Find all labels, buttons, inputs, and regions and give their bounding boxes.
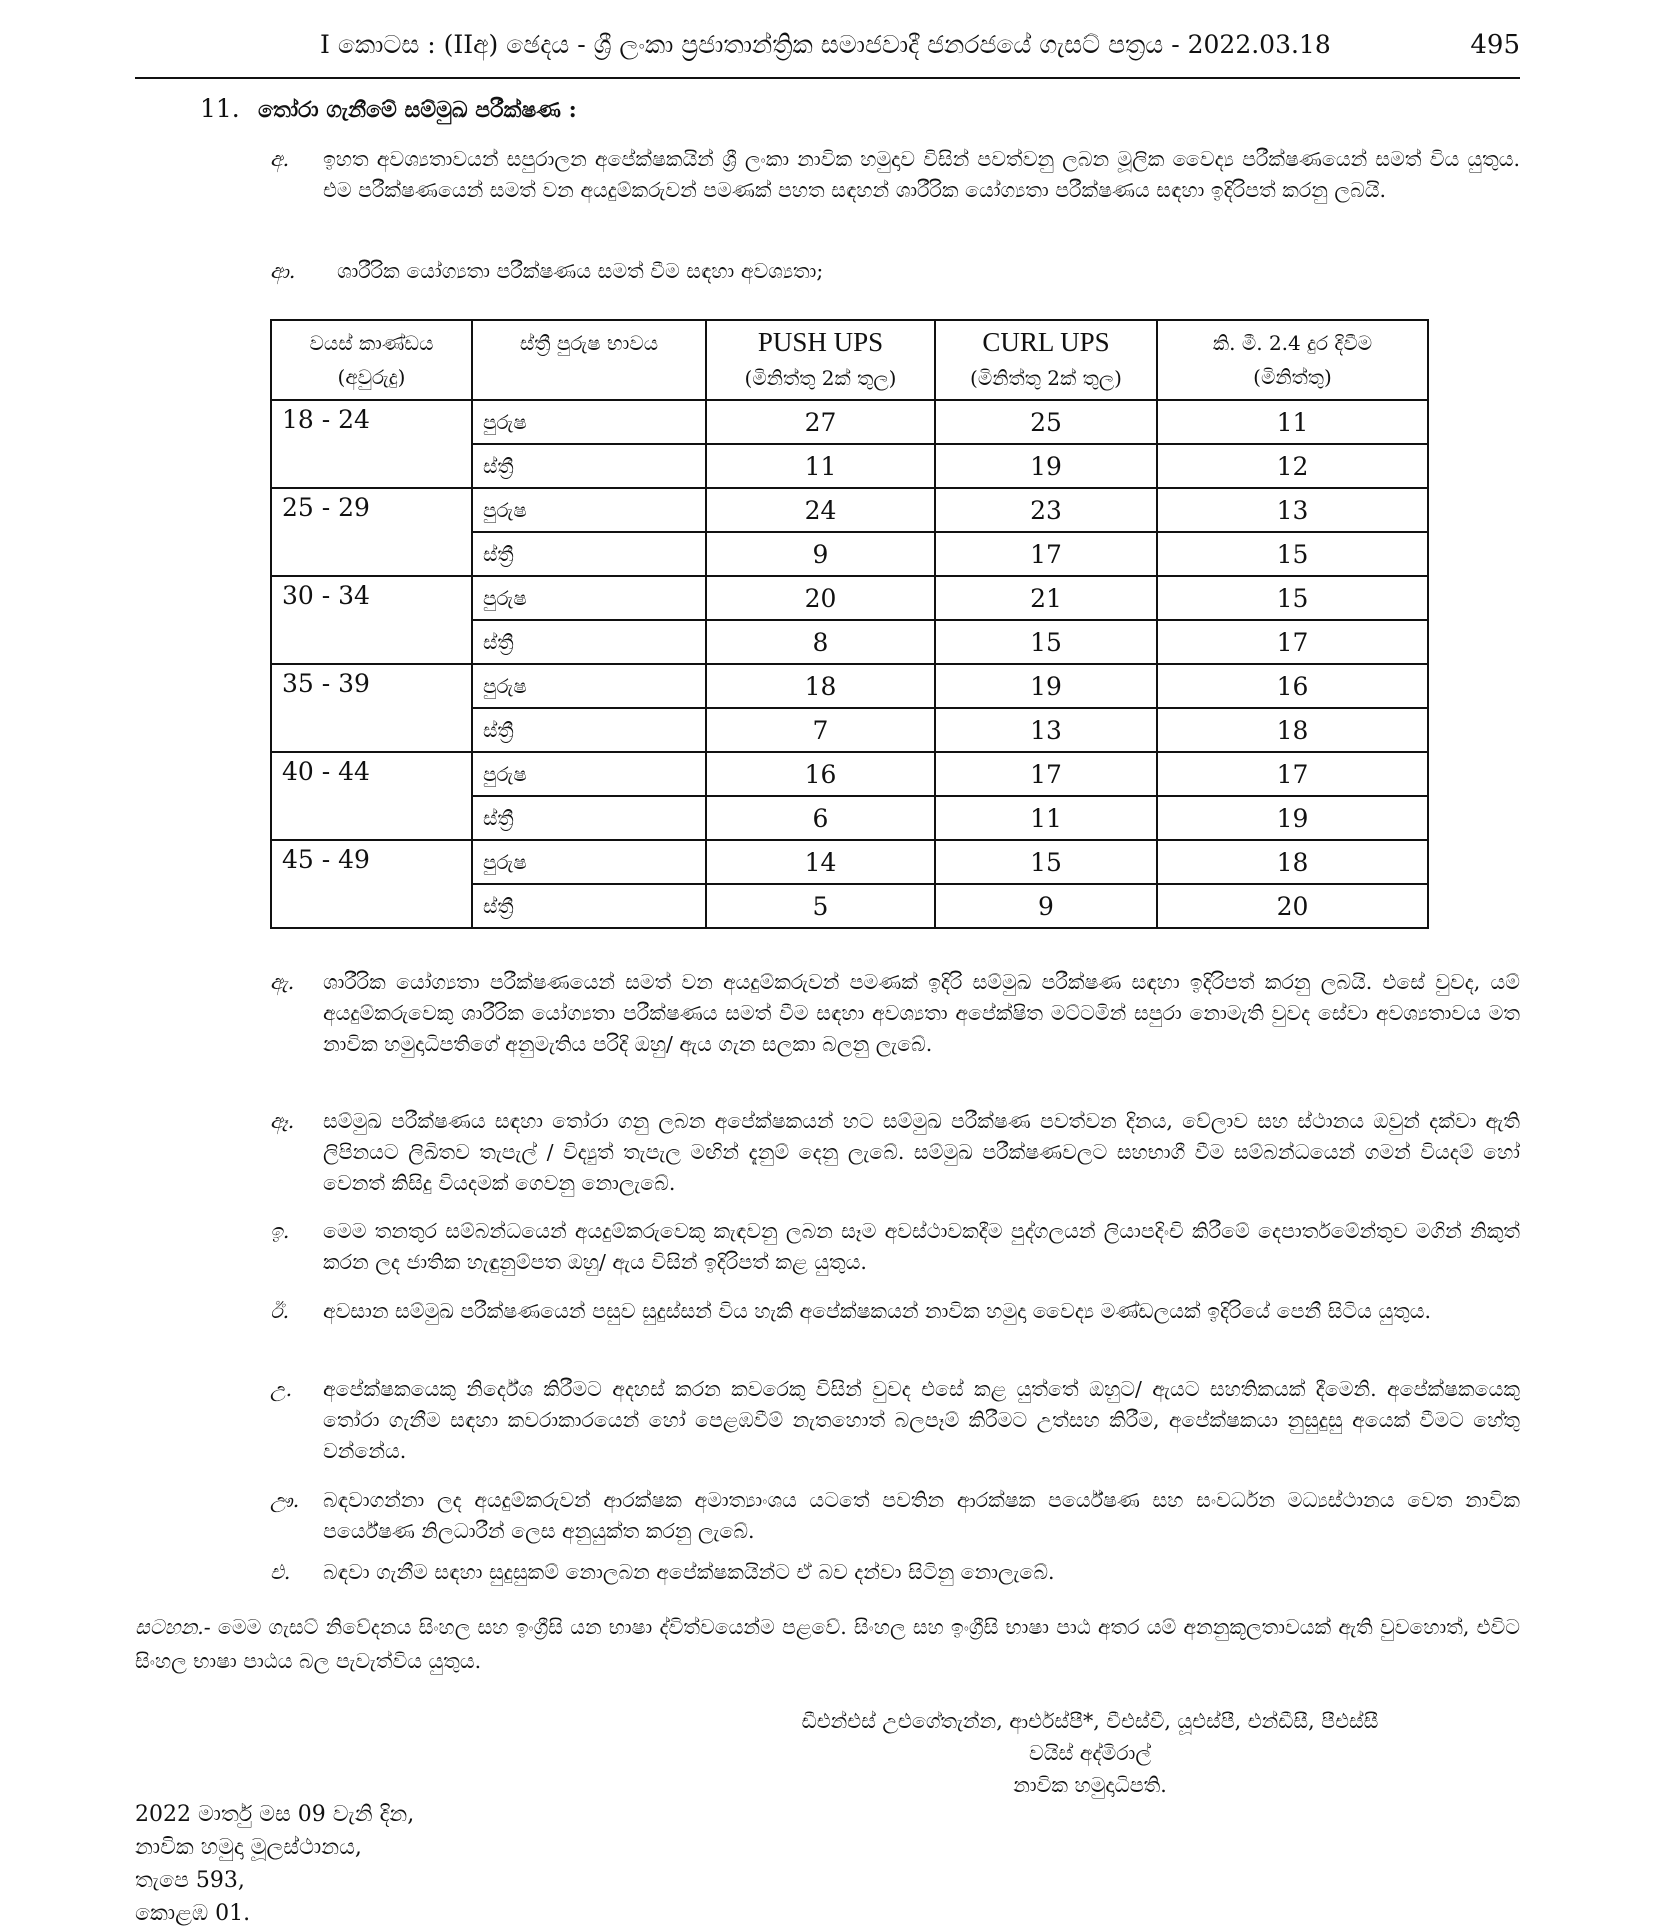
- sex-cell: පුරුෂ: [472, 752, 706, 796]
- run-time-cell: 18: [1157, 708, 1428, 752]
- sex-cell: පුරුෂ: [472, 488, 706, 532]
- footer-office: නාවික හමුදා මූලස්ථානය,: [135, 1835, 362, 1860]
- section-title: තෝරා ගැනීමේ සම්මුඛ පරීක්ෂණ :: [258, 97, 577, 123]
- footer-date: 2022 මාර්තු මස 09 වැනි දින,: [135, 1802, 415, 1827]
- paragraph-marker: ඌ.: [270, 1488, 300, 1512]
- curl-ups-cell: 13: [935, 708, 1157, 752]
- curl-ups-cell: 19: [935, 444, 1157, 488]
- curl-ups-cell: 17: [935, 752, 1157, 796]
- run-time-cell: 20: [1157, 884, 1428, 928]
- age-group-cell: 35 - 39: [271, 664, 472, 752]
- sex-cell: ස්ත්‍රී: [472, 708, 706, 752]
- sex-cell: පුරුෂ: [472, 576, 706, 620]
- run-time-cell: 15: [1157, 576, 1428, 620]
- table-header-row: [271, 320, 1428, 400]
- push-ups-cell: 18: [706, 664, 935, 708]
- run-time-cell: 19: [1157, 796, 1428, 840]
- sex-cell: ස්ත්‍රී: [472, 532, 706, 576]
- run-time-cell: 11: [1157, 400, 1428, 444]
- table-row: [271, 840, 1428, 884]
- sex-cell: පුරුෂ: [472, 840, 706, 884]
- table-body: [271, 400, 1428, 928]
- push-ups-cell: 9: [706, 532, 935, 576]
- paragraph-text: ශාරීරික යෝග්‍යතා පරීක්ෂණයෙන් සමත් වන අයදුම්කරුවන් පමණක් ඉදිරි සම්මුඛ පරීක්ෂණ සඳහා ඉදිරිපත් කරනු ලබයි. එසේ වුවද, යම් අයදුම්කරුවෙකු ශාරීරික යෝග්‍යතා පරීක්ෂණය සමත් වීම සඳහා අවශ්‍යතා අපේක්ෂිත මට්ටමින් සපුරා නොමැති වුවද සේවා අවශ්‍යතාවය මත නාවික හමුදාධිපතිගේ අනුමැතිය පරිදි ඔහු/ ඇය ගැන සලකා බලනු ලැබේ.: [323, 970, 1520, 1056]
- footer-po-box: තැපෙ 593,: [135, 1868, 245, 1893]
- paragraph-marker: ඉ.: [270, 1219, 290, 1243]
- paragraph-marker: ඊ.: [270, 1299, 290, 1323]
- paragraph-marker: ඈ.: [270, 1109, 295, 1133]
- sex-cell: ස්ත්‍රී: [472, 444, 706, 488]
- header-rule: [135, 77, 1520, 79]
- table-row: [271, 488, 1428, 532]
- sex-cell: ස්ත්‍රී: [472, 796, 706, 840]
- curl-ups-cell: 9: [935, 884, 1157, 928]
- push-ups-cell: 16: [706, 752, 935, 796]
- curl-ups-cell: 15: [935, 620, 1157, 664]
- header-push-ups: PUSH UPS (මිනිත්තු 2ක් තුල): [706, 320, 935, 400]
- header-title: I කොටස : (IIඅ) ඡෙදය - ශ්‍රී ලංකා ප්‍රජාතාන්ත්‍රික සමාජවාදී ජනරජයේ ගැසට් පත්‍රය - 2022.03.18: [320, 30, 1331, 59]
- age-group-cell: 25 - 29: [271, 488, 472, 576]
- run-time-cell: 17: [1157, 620, 1428, 664]
- curl-ups-cell: 23: [935, 488, 1157, 532]
- signature-block: [660, 1705, 1520, 1801]
- note-paragraph: [135, 1610, 1520, 1678]
- push-ups-cell: 7: [706, 708, 935, 752]
- fitness-requirements-table: [270, 319, 1429, 929]
- run-time-cell: 16: [1157, 664, 1428, 708]
- signatory-title: නාවික හමුදාධිපති.: [1013, 1773, 1167, 1797]
- sex-cell: ස්ත්‍රී: [472, 884, 706, 928]
- page-header: [135, 22, 1520, 74]
- curl-ups-cell: 19: [935, 664, 1157, 708]
- paragraph-text: මෙම තනතුර සම්බන්ධයෙන් අයදුම්කරුවෙකු කැඳවනු ලබන සෑම අවස්ථාවකදීම පුද්ගලයන් ලියාපදිංචි කිරීමේ දෙපාර්තමේන්තුව මගින් නිකුත් කරන ලද ජාතික හැඳුනුම්පත ඔහු/ ඇය විසින් ඉදිරිපත් කළ යුතුය.: [323, 1219, 1520, 1274]
- age-group-cell: 45 - 49: [271, 840, 472, 928]
- paragraph-text: සම්මුඛ පරීක්ෂණය සඳහා තෝරා ගනු ලබන අපේක්ෂකයන් හට සම්මුඛ පරීක්ෂණ පවත්වන දිනය, වේලාව සහ ස්ථානය ඔවුන් දක්වා ඇති ලිපිනයට ලිඛිතව තැපැල් / විද්‍යුත් තැපැල මඟින් දැනුම් දෙනු ලැබේ. සම්මුඛ පරීක්ෂණවලට සහභාගී වීම සම්බන්ධයෙන් ගමන් වියදම් හෝ වෙනත් කිසිදු වියදමක් ගෙවනු නොලැබේ.: [323, 1109, 1520, 1195]
- run-time-cell: 13: [1157, 488, 1428, 532]
- table-row: [271, 752, 1428, 796]
- push-ups-cell: 11: [706, 444, 935, 488]
- signatory-rank: වයිස් අද්මිරාල්: [1029, 1741, 1151, 1765]
- run-time-cell: 12: [1157, 444, 1428, 488]
- push-ups-cell: 5: [706, 884, 935, 928]
- curl-ups-cell: 17: [935, 532, 1157, 576]
- paragraph-marker: අ.: [270, 147, 290, 171]
- section-number: 11.: [200, 94, 240, 123]
- curl-ups-cell: 11: [935, 796, 1157, 840]
- curl-ups-cell: 15: [935, 840, 1157, 884]
- footer-city: කොළඹ 01.: [135, 1901, 251, 1926]
- header-run: කි. මී. 2.4 දුර දිවීම (මිනිත්තු): [1157, 320, 1428, 400]
- signatory-name: ඩීඑන්එස් උළුගේතැන්න, ආර්එස්පී*, වීඑස්වී, යූඑස්පී, එන්ඩීසී, පීඑස්සී: [801, 1709, 1379, 1733]
- push-ups-cell: 27: [706, 400, 935, 444]
- table-row: [271, 664, 1428, 708]
- note-label: සටහන.-: [135, 1615, 211, 1639]
- curl-ups-cell: 21: [935, 576, 1157, 620]
- age-group-cell: 40 - 44: [271, 752, 472, 840]
- curl-ups-cell: 25: [935, 400, 1157, 444]
- sex-cell: පුරුෂ: [472, 664, 706, 708]
- paragraph-text: ශාරීරික යෝග්‍යතා පරීක්ෂණය සමත් වීම සඳහා අවශ්‍යතා;: [337, 259, 824, 283]
- run-time-cell: 18: [1157, 840, 1428, 884]
- note-text: මෙම ගැසට් නිවේදනය සිංහල සහ ඉංග්‍රීසි යන භාෂා ද්විත්වයෙන්ම පළවේ. සිංහල සහ ඉංග්‍රීසි භාෂා පාඨ අතර යම් අනනුකූලතාවයක් ඇති වුවහොත්, එවිට සිංහල භාෂා පාඨය බල පැවැත්විය යුතුය.: [135, 1615, 1520, 1673]
- paragraph-text: ඉහත අවශ්‍යතාවයන් සපුරාලන අපේක්ෂකයින් ශ්‍රී ලංකා නාවික හමුදාව විසින් පවත්වනු ලබන මූලික වෛද්‍ය පරීක්ෂණයෙන් සමත් විය යුතුය. එම පරීක්ෂණයෙන් සමත් වන අයදුම්කරුවන් පමණක් පහත සඳහන් ශාරීරික යෝග්‍යතා පරීක්ෂණය සඳහා ඉදිරිපත් කරනු ලබයි.: [323, 147, 1520, 202]
- header-curl-ups: CURL UPS (මිනිත්තු 2ක් තුල): [935, 320, 1157, 400]
- paragraph-text: අපේක්ෂකයෙකු නිර්දේශ කිරීමට අදහස් කරන කවරෙකු විසින් වුවද එසේ කළ යුත්තේ ඔහුට/ ඇයට සහතිකයක් දීමෙනි. අපේක්ෂකයෙකු තෝරා ගැනීම සඳහා කවරාකාරයෙන් හෝ පෙළඹවීම් නැතහොත් බලපෑම් කිරීමට උත්සහ කිරීම, අපේක්ෂකයා නුසුදුසු අයෙක් වීමට හේතු වන්නේය.: [323, 1377, 1520, 1463]
- header-sex: ස්ත්‍රී පුරුෂ භාවය: [472, 320, 706, 400]
- paragraph-marker: ආ.: [270, 259, 296, 283]
- header-age-group: වයස් කාණ්ඩය (අවුරුදු): [271, 320, 472, 400]
- footer-address: [135, 1798, 414, 1930]
- paragraph-text: අවසාන සම්මුඛ පරීක්ෂණයෙන් පසුව සුදුස්සන් විය හැකි අපේක්ෂකයන් නාවික හමුදා වෛද්‍ය මණ්ඩලයක් ඉදිරියේ පෙනී සිටිය යුතුය.: [323, 1299, 1432, 1323]
- paragraph-marker: එ.: [270, 1560, 291, 1584]
- paragraph-marker: උ.: [270, 1377, 293, 1401]
- paragraph-marker: ඇ.: [270, 970, 295, 994]
- age-group-cell: 30 - 34: [271, 576, 472, 664]
- push-ups-cell: 6: [706, 796, 935, 840]
- push-ups-cell: 14: [706, 840, 935, 884]
- sex-cell: ස්ත්‍රී: [472, 620, 706, 664]
- paragraph-text: බඳවාගන්නා ලද අයදුම්කරුවන් ආරක්ෂක අමාත්‍යාංශය යටතේ පවතින ආරක්ෂක පර්යේෂණ සහ සංවර්ධන මධ්‍යස්ථානය වෙත නාවික පර්යේෂණ නිලධාරීන් ලෙස අනුයුක්ත කරනු ලැබේ.: [323, 1488, 1520, 1543]
- run-time-cell: 15: [1157, 532, 1428, 576]
- section-heading: [200, 94, 577, 123]
- sex-cell: පුරුෂ: [472, 400, 706, 444]
- age-group-cell: 18 - 24: [271, 400, 472, 488]
- page-number: 495: [1470, 30, 1520, 60]
- run-time-cell: 17: [1157, 752, 1428, 796]
- table-row: [271, 400, 1428, 444]
- table-row: [271, 576, 1428, 620]
- paragraph-text: බඳවා ගැනීම සඳහා සුදුසුකම් නොලබන අපේක්ෂකයින්ට ඒ බව දන්වා සිටිනු නොලැබේ.: [323, 1560, 1055, 1584]
- push-ups-cell: 20: [706, 576, 935, 620]
- push-ups-cell: 8: [706, 620, 935, 664]
- push-ups-cell: 24: [706, 488, 935, 532]
